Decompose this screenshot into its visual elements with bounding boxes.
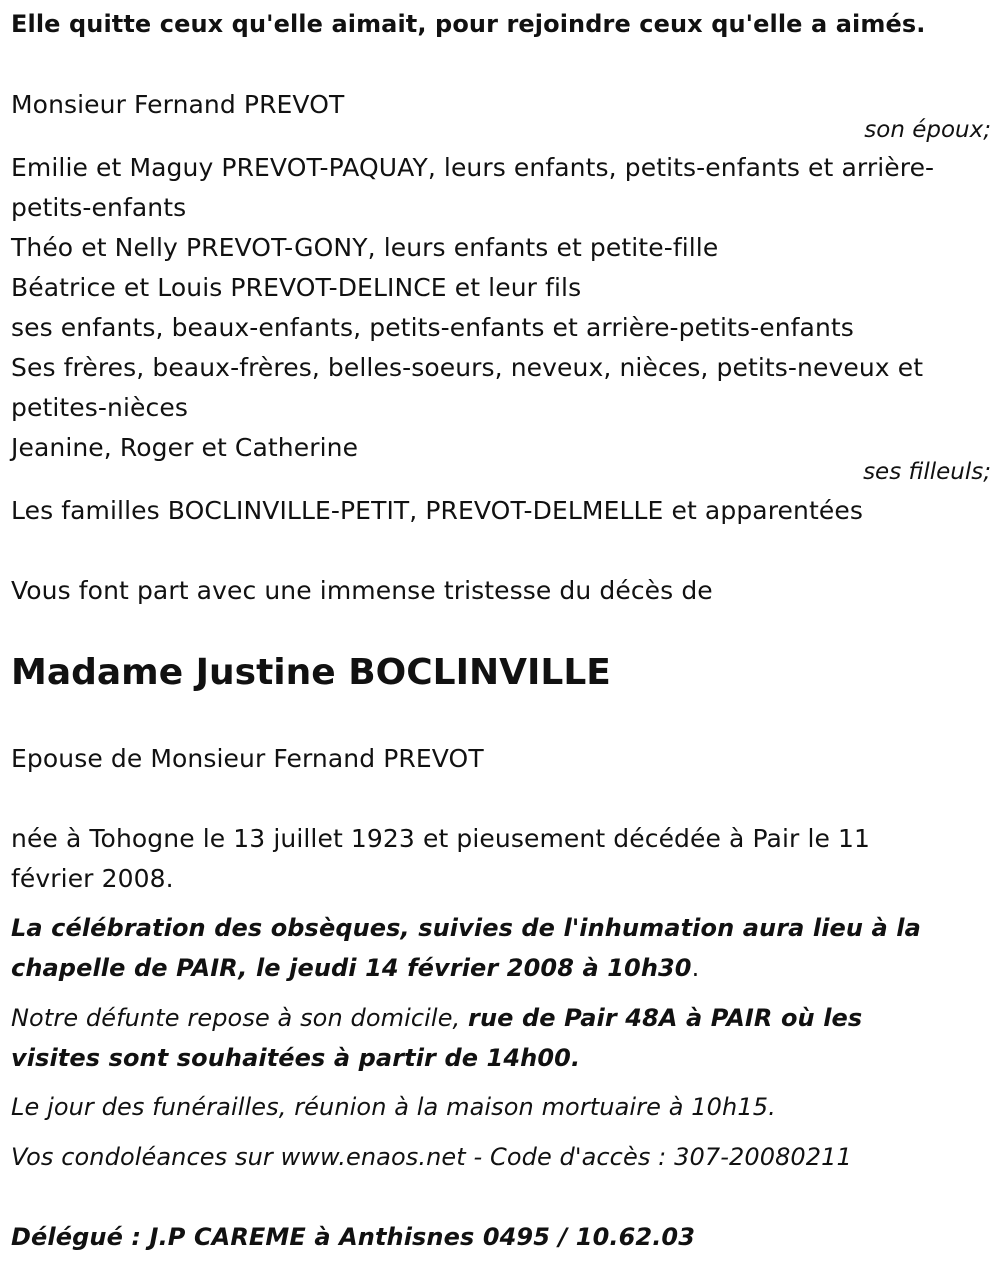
repose-intro: Notre défunte repose à son domicile, — [11, 1004, 469, 1032]
family-line: petits-enfants — [11, 193, 187, 222]
birth-death-line: née à Tohogne le 13 juillet 1923 et pieusement décédée à Pair le 11 — [11, 824, 871, 853]
spouse-name: Monsieur Fernand PREVOT — [11, 90, 345, 119]
ceremony-period: . — [691, 954, 700, 982]
delegate-info: Délégué : J.P CAREME à Anthisnes 0495 / 10.62.03 — [11, 1223, 696, 1251]
godchildren-role: ses filleuls; — [863, 459, 991, 485]
family-line: ses enfants, beaux-enfants, petits-enfants et arrière-petits-enfants — [11, 313, 854, 342]
repose-address: rue de Pair 48A à PAIR où les — [468, 1004, 863, 1032]
family-line: Béatrice et Louis PREVOT-DELINCE et leur fils — [11, 273, 582, 302]
meeting-info: Le jour des funérailles, réunion à la maison mortuaire à 10h15. — [11, 1093, 776, 1121]
repose-visits: visites sont souhaitées à partir de 14h00. — [11, 1044, 581, 1072]
family-line: Emilie et Maguy PREVOT-PAQUAY, leurs enfants, petits-enfants et arrière- — [11, 153, 935, 182]
birth-death-line: février 2008. — [11, 864, 174, 893]
ceremony-line — [11, 948, 699, 988]
ceremony-details: chapelle de PAIR, le jeudi 14 février 2008 à 10h30 — [11, 954, 692, 982]
family-line: petites-nièces — [11, 393, 188, 422]
header-quote: Elle quitte ceux qu'elle aimait, pour rejoindre ceux qu'elle a aimés. — [11, 10, 926, 38]
condolences-info: Vos condoléances sur www.enaos.net - Code d'accès : 307-20080211 — [11, 1143, 852, 1171]
repose-line — [11, 998, 862, 1038]
announcement: Vous font part avec une immense tristesse du décès de — [11, 576, 713, 605]
deceased-name: Madame Justine BOCLINVILLE — [11, 652, 611, 693]
family-line: Jeanine, Roger et Catherine — [11, 433, 359, 462]
families-line: Les familles BOCLINVILLE-PETIT, PREVOT-DELMELLE et apparentées — [11, 496, 863, 525]
family-line: Théo et Nelly PREVOT-GONY, leurs enfants et petite-fille — [11, 233, 719, 262]
spouse-role: son époux; — [864, 117, 991, 143]
ceremony-line: La célébration des obsèques, suivies de l'inhumation aura lieu à la — [11, 914, 921, 942]
spouse-of: Epouse de Monsieur Fernand PREVOT — [11, 744, 484, 773]
family-line: Ses frères, beaux-frères, belles-soeurs, neveux, nièces, petits-neveux et — [11, 353, 924, 382]
